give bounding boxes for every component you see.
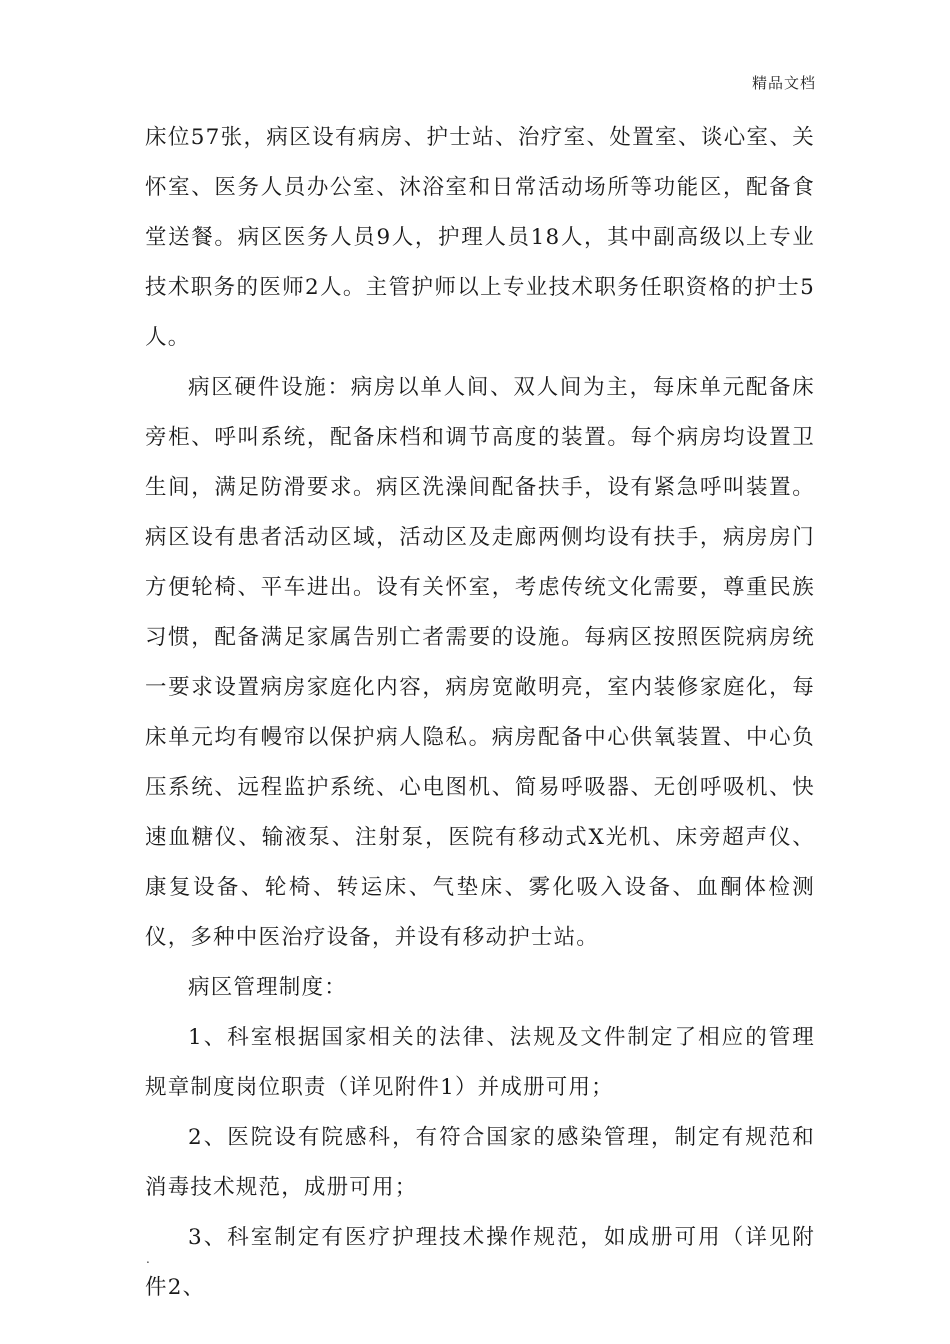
paragraph-staffing: 床位57张，病区设有病房、护士站、治疗室、处置室、谈心室、关怀室、医务人员办公室、沐浴室和日常活动场所等功能区，配备食堂送餐。病区医务人员9人，护理人员18人，其中副高级以上专业技术职务的医师2人。主管护师以上专业技术职务任职资格的护士5人。 [145,125,815,350]
paragraph-hardware-facilities: 病区硬件设施：病房以单人间、双人间为主，每床单元配备床旁柜、呼叫系统，配备床档和调节高度的装置。每个病房均设置卫生间，满足防滑要求。病区洗澡间配备扶手，设有紧急呼叫装置。病区设有患者活动区域，活动区及走廊两侧均设有扶手，病房房门方便轮椅、平车进出。设有关怀室，考虑传统文化需要，尊重民族习惯，配备满足家属告别亡者需要的设施。每病区按照医院病房统一要求设置病房家庭化内容，病房宽敞明亮，室内装修家庭化，每床单元均有幔帘以保护病人隐私。病房配备中心供氧装置、中心负压系统、远程监护系统、心电图机、简易呼吸器、无创呼吸机、快速血糖仪、输液泵、注射泵，医院有移动式X光机、床旁超声仪、康复设备、轮椅、转运床、气垫床、雾化吸入设备、血酮体检测仪，多种中医治疗设备，并设有移动护士站。 [145,375,815,950]
document-body [145,113,815,1313]
paragraph-item-1: 1、科室根据国家相关的法律、法规及文件制定了相应的管理规章制度岗位职责（详见附件1）并成册可用； [145,1025,815,1100]
paragraph-item-3: 3、科室制定有医疗护理技术操作规范，如成册可用（详见附件2、 [145,1225,815,1300]
paragraph-management-heading: 病区管理制度： [188,975,347,1000]
page-header: 精品文档 [751,74,816,92]
footer-mark: . [146,1252,150,1266]
paragraph-item-2: 2、医院设有院感科，有符合国家的感染管理，制定有规范和消毒技术规范，成册可用； [145,1125,815,1200]
